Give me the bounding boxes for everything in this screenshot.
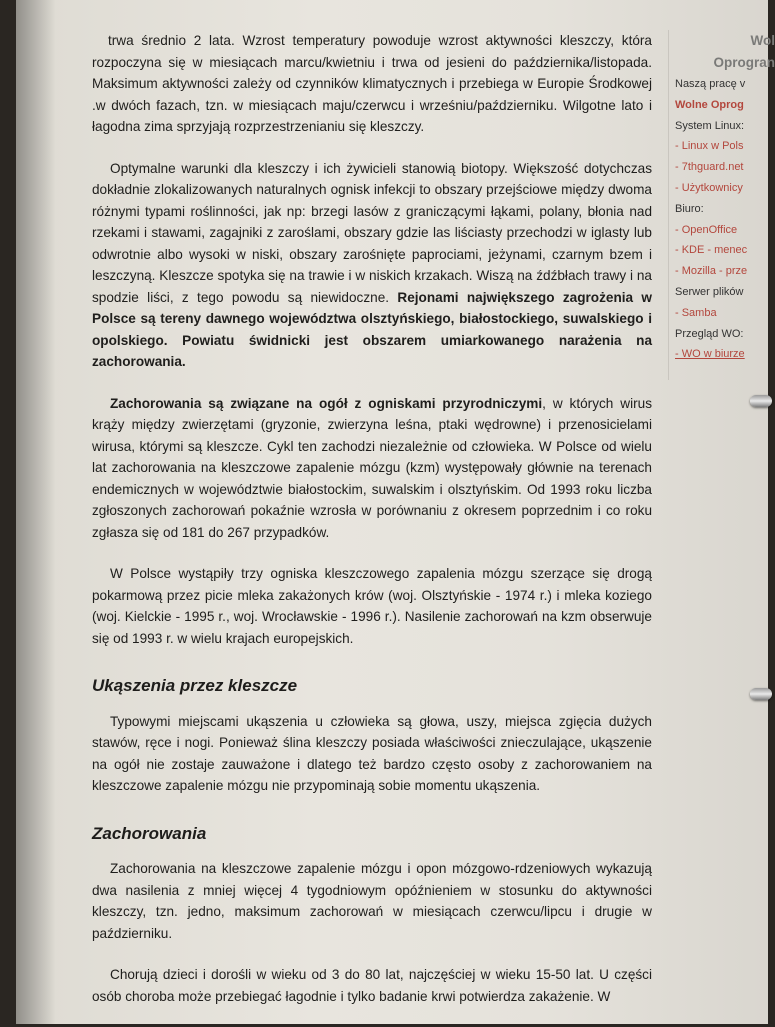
risk-regions-bold: Rejonami największego zagrożenia w Polsce są tereny dawnego województwa olsztyńskiego, białostockiego, suwalskiego i opolskiego. Powiatu świdnicki jest obszarem umiarkowanego narażenia na zachorowania. xyxy=(92,289,652,369)
paragraph-natural-foci xyxy=(92,393,652,544)
sidebar-link-samba[interactable]: - Samba xyxy=(675,306,717,319)
sidebar-link-linux-pols[interactable]: - Linux w Pols xyxy=(675,140,744,153)
sidebar-linux-label: System Linux: xyxy=(675,119,745,132)
sidebar-link-7thguard[interactable]: - 7thguard.net xyxy=(675,161,744,174)
sidebar-link-openoffice[interactable]: - OpenOffice xyxy=(675,223,738,236)
sidebar-wolne-link[interactable]: Wolne Oprog xyxy=(675,98,744,111)
binder-ring-lower xyxy=(750,688,772,700)
sidebar-link-uzytkownicy[interactable]: - Użytkownicy xyxy=(675,181,743,194)
binder-ring-upper xyxy=(750,395,772,407)
paragraph-tick-lifecycle: trwa średnio 2 lata. Wzrost temperatury powoduje wzrost aktywności kleszczy, która rozpoczyna się w miesiącach marcu/kwietniu i trwa od jesieni do października/listopada. Maksimum aktywności zależy od czynników klimatycznych i przebiega w Europie Środkowej .w dwóch fazach, tzn. w miesiącach maju/czerwcu i wrześniu/październiku. Wilgotne lato i łagodna zima sprzyjają rozprzestrzenianiu się kleszczy. xyxy=(92,33,652,134)
binder-edge-shadow xyxy=(16,0,56,1024)
natural-foci-bold: Zachorowania są związane na ogół z ogniskami przyrodniczymi xyxy=(110,395,543,411)
sidebar-przeglad-label: Przegląd WO: xyxy=(675,327,744,340)
paragraph-milk-outbreaks: W Polsce wystąpiły trzy ogniska kleszczowego zapalenia mózgu szerzące się drogą pokarmową przez picie mleka zakażonych krów (woj. Olsztyńskie - 1974 r.) i mleka koziego (woj. Kielckie - 1995 r., woj. Wrocławskie - 1996 r.). Nasilenie zachorowań na kzm obserwuje się od 1993 r. w wielu krajach europejskich. xyxy=(92,566,652,646)
article-body xyxy=(92,30,652,1027)
heading-illnesses: Zachorowania xyxy=(92,823,207,843)
paragraph-illness-peaks: Zachorowania na kleszczowe zapalenie mózgu i opon mózgowo-rdzeniowych wykazują dwa nasilenia z mniej więcej 4 tygodniowym opóźnieniem w stosunku do aktywności kleszczy, tzn. jedno, maksimum zachorowań w miesiącach czerwcu/lipcu i drugie w październiku. xyxy=(92,861,652,941)
biotopes-text: Optymalne warunki dla kleszczy i ich żywicieli stanowią biotopy. Większość dotychczas dokładnie zlokalizowanych naturalnych ognisk infekcji to obszary przejściowe między dwoma różnymi typami roślinności, jak np: brzegi lasów z graniczącymi łąkami, polany, błonia nad rzekami i stawami, zagajniki z zaroślami, obszary gdzie las liściasty przechodzi w iglasty lub odwrotnie albo wysoki w niski, obszary zarośnięte paprociami, jeżynami, czarnym bzem i leszczyną. Kleszcze spotyka się na trawie i w niskich krzakach. Wiszą na źdźbłach trawy i na spodzie liści, z tego powodu są niewidoczne. xyxy=(92,160,652,305)
sidebar-title-1: Wol xyxy=(750,33,775,48)
sidebar-link-mozilla[interactable]: - Mozilla - prze xyxy=(675,265,748,278)
sidebar-link-wo-biurze[interactable]: - WO w biurze xyxy=(675,348,745,361)
sidebar-intro: Naszą pracę v xyxy=(675,78,746,90)
heading-tick-bites: Ukąszenia przez kleszcze xyxy=(92,676,298,695)
sidebar-serwer-label: Serwer plików xyxy=(675,285,744,298)
paragraph-bite-locations: Typowymi miejscami ukąszenia u człowieka są głowa, uszy, miejsca zgięcia dużych stawów, ręce i nogi. Ponieważ ślina kleszczy posiada właściwości znieczulające, ukąszenie na ogół nie zostaje zauważone i dlatego też bardzo często osoby z zachorowaniem na kleszczowe zapalenie mózgu nie przypominają sobie momentu ukąszenia. xyxy=(92,713,652,793)
paragraph-age-groups: Chorują dzieci i dorośli w wieku od 3 do 80 lat, najczęściej w wieku 15-50 lat. U części osób choroba może przebiegać łagodnie i tylko badanie krwi potwierdza zakażenie. W xyxy=(92,967,652,1004)
sidebar-biuro-label: Biuro: xyxy=(675,202,704,215)
natural-foci-text: , w których wirus krąży między zwierzętami (gryzonie, zwierzyna leśna, ptaki wędrowne) i przenosicielami wirusa, którymi są kleszcze. Cykl ten zachodzi niezależnie od człowieka. W Polsce od wielu lat zachorowania na kleszczowe zapalenie mózgu (kzm) występowały głównie na terenach endemicznych w województwie białostockim, suwalskim i olsztyńskim. Od 1993 roku liczba zgłoszonych zachorowań pokaźnie wzrosła w porównaniu z okresem poprzednim i co roku zgłasza się od 181 do 267 przypadków. xyxy=(92,395,652,540)
paragraph-biotopes xyxy=(92,158,652,373)
sidebar-panel xyxy=(668,30,775,380)
sidebar-link-kde[interactable]: - KDE - menec xyxy=(675,244,748,257)
sidebar-title-2: Oprogran xyxy=(713,55,775,70)
